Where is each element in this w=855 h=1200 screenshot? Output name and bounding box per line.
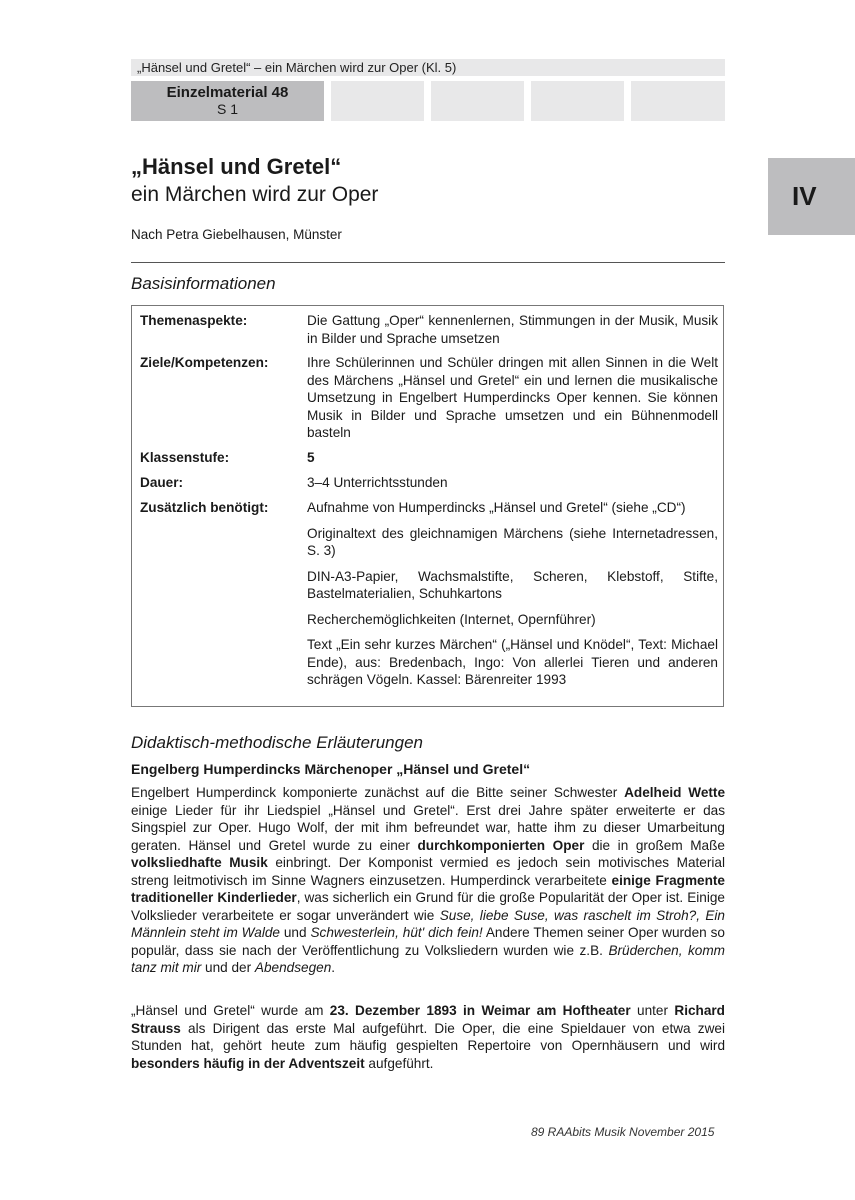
info-label: Zusätzlich benötigt: [140,500,269,515]
divider [131,262,725,263]
didaktik-subheading: Engelberg Humperdincks Märchenoper „Hänsel und Gretel“ [131,761,531,777]
info-value: Text „Ein sehr kurzes Märchen“ („Hänsel und Knödel“, Text: Michael Ende), aus: Bredenbach, Ingo: Von allerlei Tieren und anderen schrägen Vögeln. Kassel: Bärenreiter 1993 [307,637,718,687]
info-value: Die Gattung „Oper“ kennenlernen, Stimmungen in der Musik, Musik in Bilder und Sprache umsetzen [307,313,718,346]
emphasis-bold: durchkomponierten Oper [417,837,585,853]
info-value: Ihre Schülerinnen und Schüler dringen mit allen Sinnen in die Welt des Märchens „Hänsel und Gretel“ ein und lernen die musikalische Umsetzung in Engelbert Humperdincks Oper kennen. Sie können Musik in Bilder und Sprache umsetzen und ein Bühnenmodell basteln [307,355,718,440]
text-run: „Hänsel und Gretel“ wurde am [131,1003,330,1018]
paragraph-2-text [131,1002,725,1072]
text-run: die in großem Maße [584,837,725,853]
info-value: 5 [307,450,315,465]
didaktik-heading: Didaktisch-methodische Erläuterungen [131,733,423,752]
text-run: Engelbert Humperdinck komponierte zunächst auf die Bitte seiner Schwester [131,785,625,800]
empty-tab-2 [431,81,524,121]
series-title-bar [131,59,725,76]
text-run: Andere Themen seiner Oper wurden so populär, dass sie nach der Veröffentlichung zu Volksliedern wurden wie z.B. [131,925,725,958]
info-label: Themenaspekte: [140,313,248,328]
info-value: 3–4 Unterrichtsstunden [307,475,448,490]
emphasis-bold: einige Fragmente traditioneller Kinderlieder [131,872,725,905]
empty-tab-4 [631,81,725,121]
footer-text: 89 RAAbits Musik November 2015 [531,1125,715,1139]
info-label: Klassenstufe: [140,450,230,465]
info-label: Dauer: [140,475,184,490]
material-tab [131,81,324,121]
page-label: S 1 [216,101,238,117]
info-value: Originaltext des gleichnamigen Märchens (siehe Internetadressen, S. 3) [307,525,718,558]
text-run: aufgeführt. [364,1055,434,1071]
emphasis-bold: 23. Dezember 1893 in Weimar am Hoftheater [329,1003,631,1018]
emphasis-bold: besonders häufig in der Adventszeit [131,1055,365,1071]
emphasis-italic: Suse, liebe Suse, was raschelt im Stroh?, Ein Männlein steht im Walde [131,907,725,940]
section-number: IV [792,181,817,211]
material-tab-row [131,81,725,121]
info-value: DIN-A3-Papier, Wachsmalstifte, Scheren, Klebstoff, Stifte, Bastelmaterialien, Schuhkartons [307,568,718,601]
empty-tab-3 [531,81,624,121]
emphasis-bold: Richard Strauss [131,1003,725,1036]
text-run: und der [201,960,255,975]
document-subtitle: ein Märchen wird zur Oper [131,183,379,206]
text-run: . [331,960,336,975]
text-run: , was sicherlich ein Grund für die große Popularität der Oper ist. Einige Volkslieder verarbeitete er sogar unverändert wie [131,890,725,923]
basis-info-box [131,305,724,707]
text-run: einige Lieder für ihr Liedspiel „Hänsel und Gretel“. Erst drei Jahre später erweiterte er das Singspiel zur Oper. Hugo Wolf, der mit ihm befreundet war, hatte ihm zu dieser Umarbeitung geraten. Hänsel und Gretel wurde zu einer [131,802,725,853]
empty-tab-1 [331,81,424,121]
basis-heading: Basisinformationen [131,274,276,293]
emphasis-bold: Adelheid Wette [624,785,725,800]
info-label: Ziele/Kompetenzen: [140,355,269,370]
emphasis-bold: volksliedhafte Musik [131,855,268,870]
paragraph-1 [131,784,725,977]
author-line: Nach Petra Giebelhausen, Münster [131,227,342,242]
info-value: Recherchemöglichkeiten (Internet, Opernführer) [307,611,596,627]
text-run: einbringt. Der Komponist vermied es jedoch sein motivisches Material streng leitmotivisch im Sinne Wagners einzusetzen. Humperdinck verarbeitete [131,855,725,888]
paragraph-2 [131,1002,725,1072]
paragraph-1-text [131,784,725,977]
emphasis-italic: Schwesterlein, hüt' dich fein! [310,925,483,940]
material-label: Einzelmaterial 48 [166,84,289,101]
info-value: Aufnahme von Humperdincks „Hänsel und Gretel“ (siehe „CD“) [307,500,686,515]
emphasis-italic: Brüderchen, komm tanz mit mir [131,942,726,975]
emphasis-italic: Abendsegen [254,960,332,975]
text-run: und [279,925,311,940]
text-run: als Dirigent das erste Mal aufgeführt. Die Oper, die eine Spieldauer von etwa zwei Stunden hat, gehört heute zum häufig gespielten Repertoire von Opernhäusern und wird [131,1020,725,1053]
series-title: „Hänsel und Gretel“ – ein Märchen wird zur Oper (Kl. 5) [137,60,457,75]
text-run: unter [630,1003,675,1018]
section-number-tab [768,158,855,235]
document-title: „Hänsel und Gretel“ [131,154,342,179]
